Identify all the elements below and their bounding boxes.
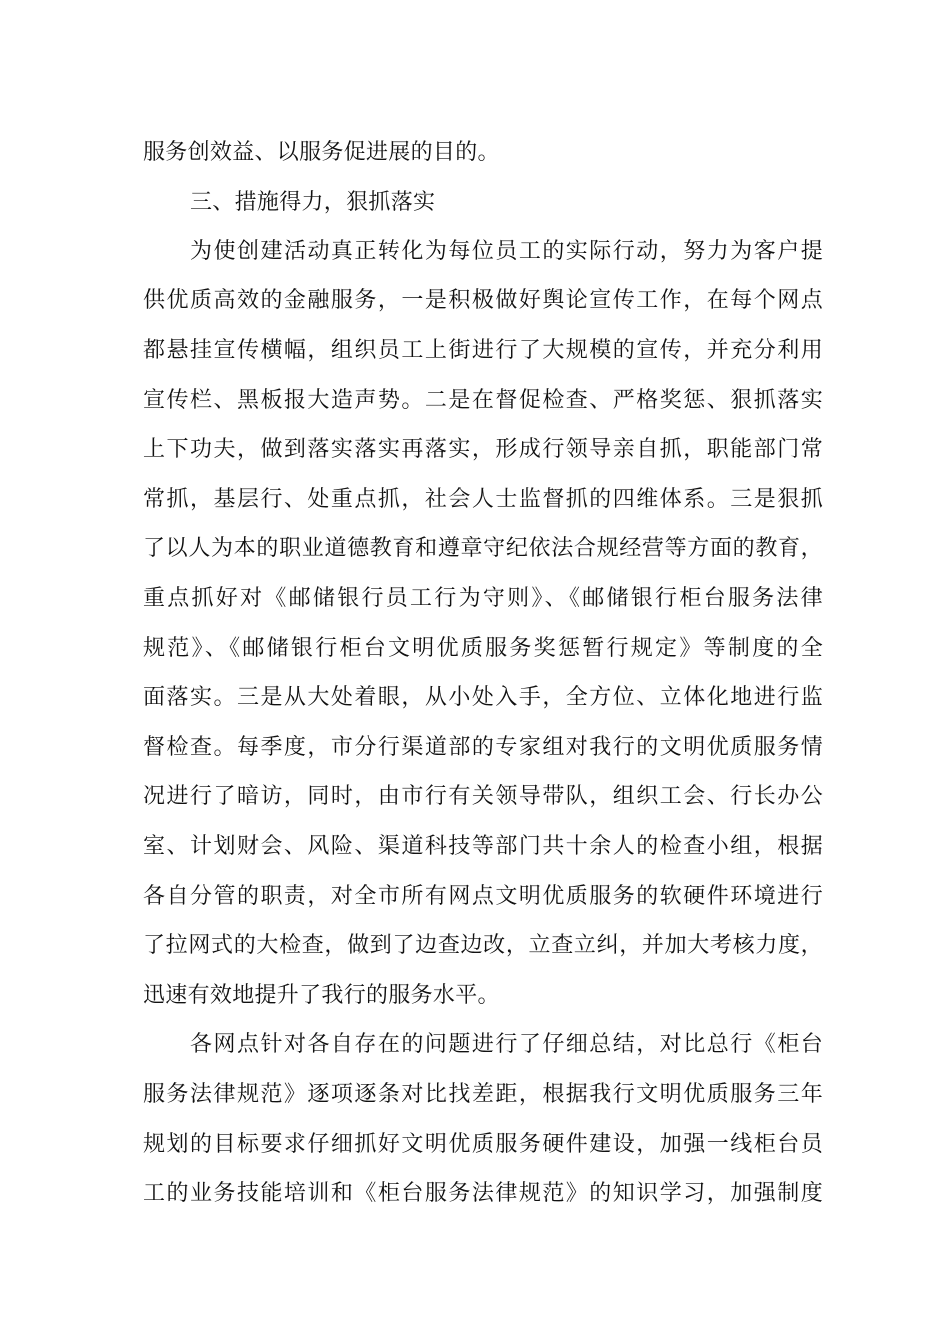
text-line: 迅速有效地提升了我行的服务水平。	[143, 983, 500, 1008]
text-line: 了拉网式的大检查，做到了边查边改，立查立纠，并加大考核力度，	[143, 933, 823, 958]
text-line: 宣传栏、黑板报大造声势。二是在督促检查、严格奖惩、狠抓落实	[143, 388, 823, 413]
text-line: 面落实。三是从大处着眼，从小处入手，全方位、立体化地进行监	[143, 685, 823, 710]
text-line: 工的业务技能培训和《柜台服务法律规范》的知识学习，加强制度	[143, 1181, 823, 1206]
text-line: 各网点针对各自存在的问题进行了仔细总结，对比总行《柜台	[190, 1032, 823, 1057]
text-line: 室、计划财会、风险、渠道科技等部门共十余人的检查小组，根据	[143, 834, 823, 859]
text-line: 规范》、《邮储银行柜台文明优质服务奖惩暂行规定》等制度的全	[143, 636, 823, 661]
text-line: 重点抓好对《邮储银行员工行为守则》、《邮储银行柜台服务法律	[143, 586, 823, 611]
text-line: 常抓，基层行、处重点抓，社会人士监督抓的四维体系。三是狠抓	[143, 487, 823, 512]
text-line: 供优质高效的金融服务，一是积极做好舆论宣传工作，在每个网点	[143, 288, 823, 313]
text-line: 服务法律规范》逐项逐条对比找差距，根据我行文明优质服务三年	[143, 1082, 823, 1107]
text-line: 各自分管的职责，对全市所有网点文明优质服务的软硬件环境进行	[143, 884, 823, 909]
text-line: 督检查。每季度，市分行渠道部的专家组对我行的文明优质服务情	[143, 735, 823, 760]
text-line: 上下功夫，做到落实落实再落实，形成行领导亲自抓，职能部门常	[143, 437, 823, 462]
text-line: 了以人为本的职业道德教育和遵章守纪依法合规经营等方面的教育，	[143, 536, 823, 561]
text-line: 规划的目标要求仔细抓好文明优质服务硬件建设，加强一线柜台员	[143, 1132, 823, 1157]
text-line: 为使创建活动真正转化为每位员工的实际行动，努力为客户提	[190, 239, 823, 264]
section-heading: 三、措施得力，狠抓落实	[190, 190, 436, 215]
text-line: 都悬挂宣传横幅，组织员工上街进行了大规模的宣传，并充分利用	[143, 338, 823, 363]
text-line: 况进行了暗访，同时，由市行有关领导带队，组织工会、行长办公	[143, 784, 823, 809]
text-line: 服务创效益、以服务促进展的目的。	[143, 140, 500, 165]
